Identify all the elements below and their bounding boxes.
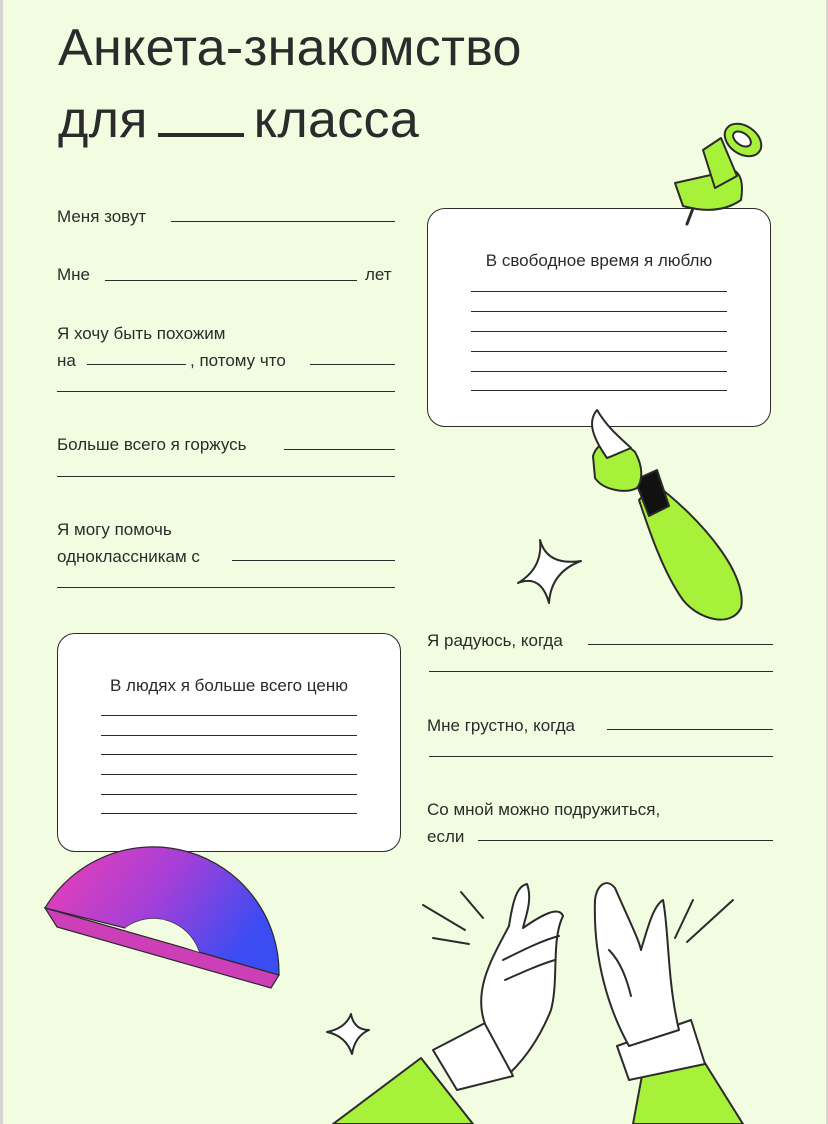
help-label: Я могу помочь	[57, 520, 172, 539]
because-label: , потому что	[190, 351, 286, 370]
page-title-line2	[58, 90, 419, 150]
happy-blank[interactable]	[588, 644, 773, 645]
questionnaire-page	[3, 0, 826, 1124]
clapping-hands-icon	[333, 883, 743, 1124]
free-time-card-title: В свободное время я люблю	[485, 251, 713, 270]
free-time-line[interactable]	[471, 291, 727, 292]
values-line[interactable]	[101, 774, 357, 775]
sparkle-icon	[327, 1014, 369, 1054]
page-title-line1: Анкета-знакомство	[58, 19, 522, 77]
age-suffix: лет	[365, 265, 392, 284]
friend-label: Со мной можно подружиться,	[427, 800, 661, 819]
title-for-word: для	[58, 91, 148, 149]
age-label: Мне	[57, 265, 91, 284]
name-label: Меня зовут	[57, 207, 147, 226]
sad-blank[interactable]	[607, 729, 773, 730]
friend-label-line2: если	[427, 827, 465, 846]
sparkle-icon	[518, 540, 581, 603]
paintbrush-icon	[592, 410, 742, 620]
values-line[interactable]	[101, 735, 357, 736]
free-time-line[interactable]	[471, 351, 727, 352]
values-card	[57, 633, 401, 852]
values-line[interactable]	[101, 754, 357, 755]
help-label-line2: одноклассникам с	[57, 547, 200, 566]
values-card-title: В людях я больше всего ценю	[110, 676, 348, 695]
because-blank-line2[interactable]	[57, 391, 395, 392]
friend-blank[interactable]	[478, 840, 773, 841]
free-time-card	[427, 208, 771, 427]
free-time-line[interactable]	[471, 311, 727, 312]
free-time-line[interactable]	[471, 390, 727, 391]
role-model-blank[interactable]	[87, 364, 186, 365]
values-line[interactable]	[101, 715, 357, 716]
help-blank-line2[interactable]	[57, 587, 395, 588]
name-blank[interactable]	[171, 221, 395, 222]
age-blank[interactable]	[105, 280, 357, 281]
sad-label: Мне грустно, когда	[427, 716, 575, 735]
free-time-line[interactable]	[471, 371, 727, 372]
proud-blank[interactable]	[284, 449, 395, 450]
role-model-on-label: на	[57, 351, 76, 370]
role-model-label: Я хочу быть похожим	[57, 324, 226, 343]
happy-label: Я радуюсь, когда	[427, 631, 563, 650]
protractor-icon	[45, 847, 279, 988]
help-blank[interactable]	[232, 560, 395, 561]
proud-blank-line2[interactable]	[57, 476, 395, 477]
free-time-line[interactable]	[471, 331, 727, 332]
because-blank[interactable]	[310, 364, 395, 365]
values-line[interactable]	[101, 794, 357, 795]
class-blank[interactable]	[158, 93, 244, 137]
happy-blank-line2[interactable]	[429, 671, 773, 672]
sad-blank-line2[interactable]	[429, 756, 773, 757]
values-line[interactable]	[101, 813, 357, 814]
proud-label: Больше всего я горжусь	[57, 435, 247, 454]
title-class-word: класса	[253, 91, 420, 149]
